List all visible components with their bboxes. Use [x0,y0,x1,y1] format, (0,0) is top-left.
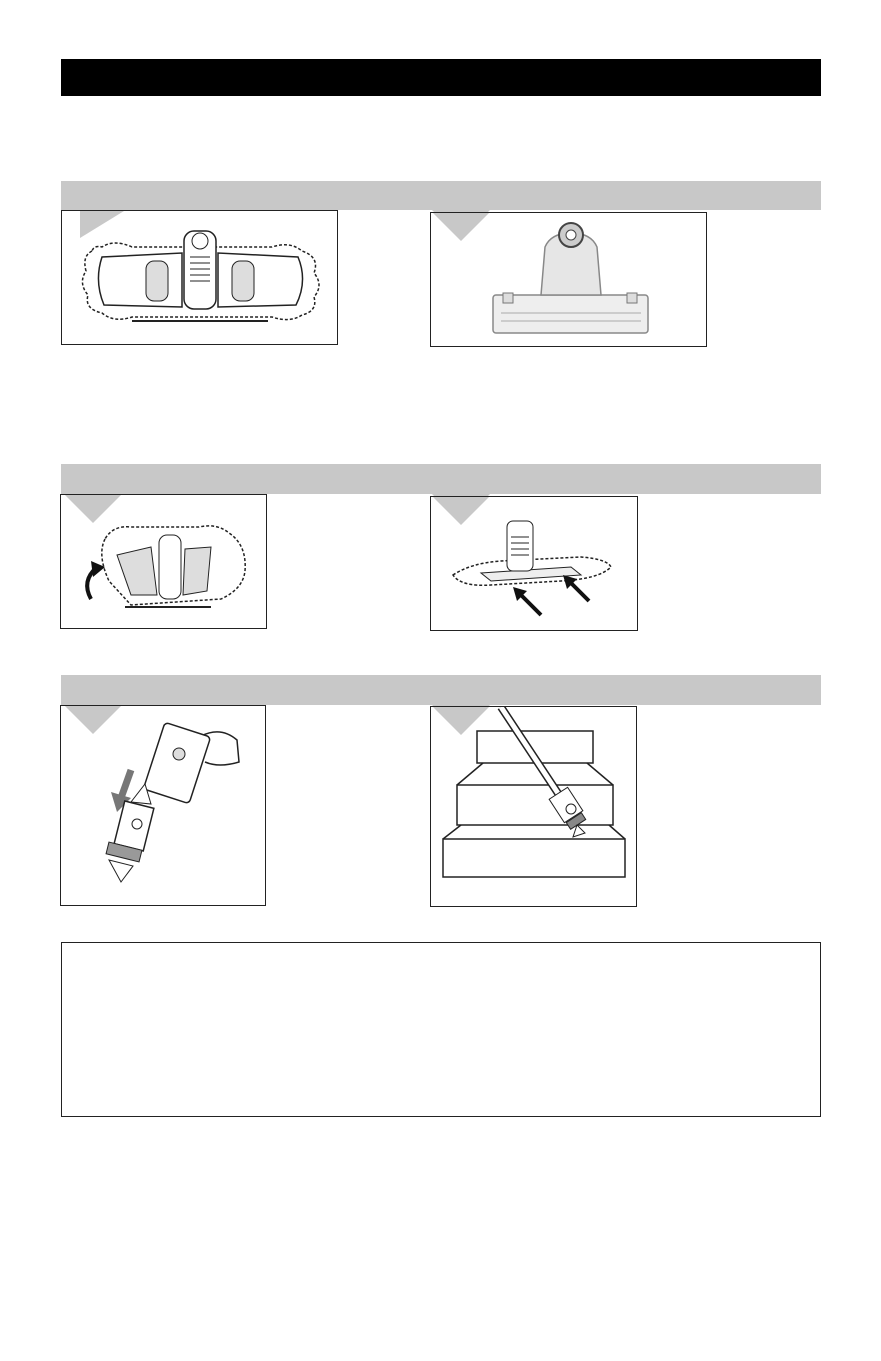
step-band-3 [61,675,821,705]
step-band-1 [61,181,821,210]
section-title-bar [61,59,821,96]
crevice-tool-attach-illustration [60,705,266,906]
mop-attach-arrows-illustration [430,496,638,631]
floor-nozzle-illustration [430,212,707,347]
dust-mop-head-illustration [61,210,338,345]
mop-rotate-illustration [60,494,267,629]
step-band-2 [61,464,821,494]
note-box [61,942,821,1117]
stairs-crevice-tool-illustration [430,706,637,907]
